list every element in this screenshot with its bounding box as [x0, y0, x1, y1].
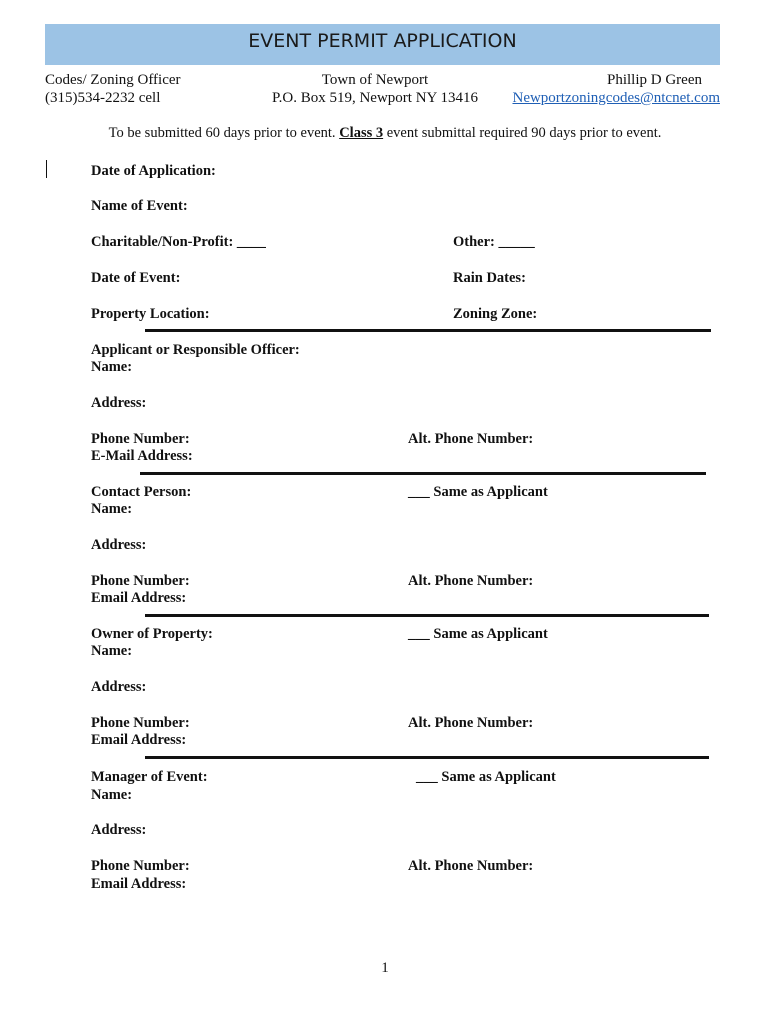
manager-phone-label: Phone Number: [91, 858, 190, 874]
town-address: P.O. Box 519, Newport NY 13416 [271, 90, 479, 106]
header-center [255, 71, 495, 107]
contact-address-label: Address: [91, 537, 147, 553]
section-divider [145, 756, 709, 759]
header-left [45, 71, 181, 107]
town-name: Town of Newport [321, 72, 429, 88]
section-divider [145, 614, 709, 617]
section-divider [140, 472, 706, 475]
date-of-event-label: Date of Event: [91, 270, 181, 286]
section-divider [145, 329, 711, 332]
charitable-label: Charitable/Non-Profit: ____ [91, 234, 266, 250]
applicant-alt-phone-label: Alt. Phone Number: [408, 431, 534, 447]
applicant-name-label: Name: [91, 359, 133, 375]
owner-name-label: Name: [91, 643, 133, 659]
property-location-label: Property Location: [91, 306, 210, 322]
owner-alt-phone-label: Alt. Phone Number: [408, 715, 534, 731]
page-title: EVENT PERMIT APPLICATION [248, 30, 517, 52]
manager-heading: Manager of Event: [91, 769, 208, 785]
header-right [500, 71, 720, 107]
manager-address-label: Address: [91, 822, 147, 838]
officer-phone: (315)534-2232 cell [45, 90, 161, 106]
contact-same-as-applicant[interactable]: ___ Same as Applicant [408, 484, 548, 500]
zoning-zone-label: Zoning Zone: [453, 306, 538, 322]
owner-heading: Owner of Property: [91, 626, 213, 642]
applicant-email-label: E-Mail Address: [91, 448, 193, 464]
date-of-application-label: Date of Application: [91, 163, 216, 179]
contact-name-label: Name: [91, 501, 133, 517]
owner-address-label: Address: [91, 679, 147, 695]
applicant-heading: Applicant or Responsible Officer: [91, 342, 300, 358]
owner-same-as-applicant[interactable]: ___ Same as Applicant [408, 626, 548, 642]
officer-title: Codes/ Zoning Officer [45, 72, 181, 88]
officer-name: Phillip D Green [607, 72, 702, 88]
note-class3: Class 3 [339, 125, 384, 141]
manager-name-label: Name: [91, 787, 133, 803]
contact-alt-phone-label: Alt. Phone Number: [408, 573, 534, 589]
manager-same-as-applicant[interactable]: ___ Same as Applicant [416, 769, 556, 785]
contact-phone-label: Phone Number: [91, 573, 190, 589]
contact-heading: Contact Person: [91, 484, 192, 500]
text-cursor [46, 160, 47, 178]
submission-note [0, 125, 770, 142]
owner-phone-label: Phone Number: [91, 715, 190, 731]
name-of-event-label: Name of Event: [91, 198, 188, 214]
owner-email-label: Email Address: [91, 732, 187, 748]
note-text-1: To be submitted 60 days prior to event. [108, 125, 340, 141]
page-number: 1 [381, 960, 389, 976]
applicant-address-label: Address: [91, 395, 147, 411]
manager-email-label: Email Address: [91, 876, 187, 892]
rain-dates-label: Rain Dates: [453, 270, 526, 286]
other-label: Other: _____ [453, 234, 535, 250]
manager-alt-phone-label: Alt. Phone Number: [408, 858, 534, 874]
contact-email-label: Email Address: [91, 590, 187, 606]
applicant-phone-label: Phone Number: [91, 431, 190, 447]
note-text-2: event submittal required 90 days prior to event. [383, 125, 662, 141]
officer-email-link[interactable]: Newportzoningcodes@ntcnet.com [512, 90, 720, 106]
